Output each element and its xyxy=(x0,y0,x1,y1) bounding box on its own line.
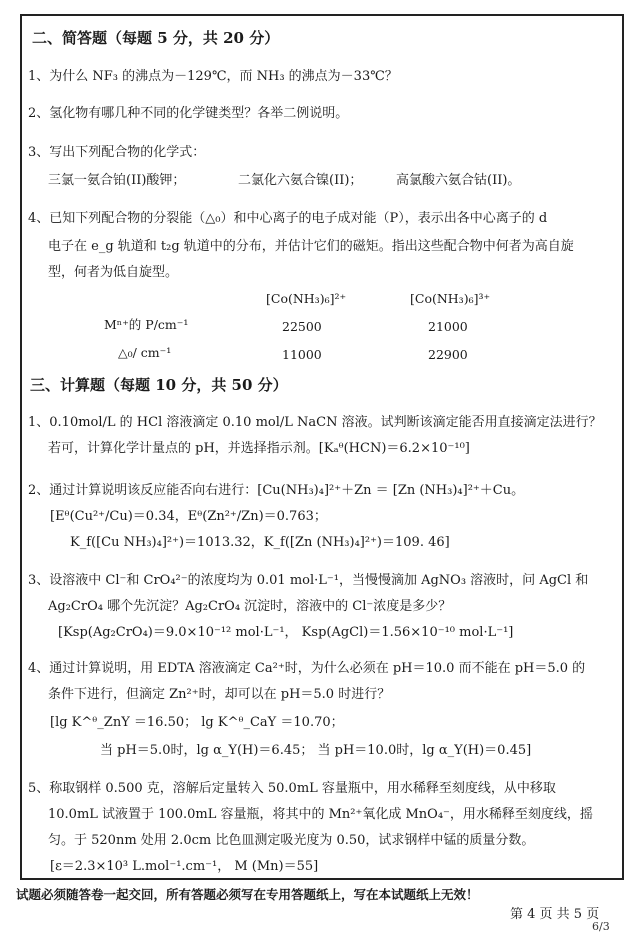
table-cell-delta-co2: 11000 xyxy=(282,347,322,362)
sec2-q3-item-b: 二氯化六氨合镍(II)； xyxy=(238,173,363,188)
table-cell-p-co2: 22500 xyxy=(282,319,322,334)
sec3-q4-line-3: [lg K^ᶿ_ZnY ＝16.50； lg K^ᶿ_CaY ＝10.70； xyxy=(50,715,344,730)
sec3-q4-line-1: 4、通过计算说明，用 EDTA 溶液滴定 Ca²⁺时，为什么必须在 pH＝10.0 而不能在 pH＝5.0 的 xyxy=(28,661,586,676)
sec3-q3-line-1: 3、设溶液中 Cl⁻和 CrO₄²⁻的浓度均为 0.01 mol·L⁻¹，当慢慢滴加 AgNO₃ 溶液时，问 AgCl 和 xyxy=(28,573,589,588)
sec3-q2-line-1: 2、通过计算说明该反应能否向右进行：[Cu(NH₃)₄]²⁺＋Zn ＝ [Zn (NH₃)₄]²⁺＋Cu。 xyxy=(28,483,525,498)
table-cell-p-co3: 21000 xyxy=(428,319,468,334)
handwritten-mark: 6/3 xyxy=(592,920,610,933)
sec3-q5-line-4: [ε＝2.3×10³ L.mol⁻¹.cm⁻¹， M (Mn)＝55] xyxy=(50,859,319,874)
sec3-q2-line-2: [Eᶿ(Cu²⁺/Cu)＝0.34，Eᶿ(Zn²⁺/Zn)＝0.763； xyxy=(50,509,327,524)
sec3-q2-line-3: K_f([Cu NH₃)₄]²⁺)＝1013.32，K_f([Zn (NH₃)₄]²⁺)＝109. 46] xyxy=(70,535,450,550)
sec3-q1-line-2: 若可，计算化学计量点的 pH，并选择指示剂。[Kₐᶿ(HCN)＝6.2×10⁻¹⁰] xyxy=(48,441,470,456)
sec2-q3-item-a: 三氯一氨合铂(II)酸钾； xyxy=(48,173,186,188)
table-col-header-co2: [Co(NH₃)₆]²⁺ xyxy=(266,291,347,306)
sec2-q4-line-2: 电子在 e_g 轨道和 t₂g 轨道中的分布，并估计它们的磁矩。指出这些配合物中何者为高自旋 xyxy=(48,239,574,254)
table-row-label-delta: △₀/ cm⁻¹ xyxy=(118,345,172,360)
sec2-question-1: 1、为什么 NF₃ 的沸点为－129℃，而 NH₃ 的沸点为－33℃？ xyxy=(28,69,398,84)
table-cell-delta-co3: 22900 xyxy=(428,347,468,362)
sec2-question-2: 2、氢化物有哪几种不同的化学键类型？各举二例说明。 xyxy=(28,106,349,121)
sec2-question-3: 3、写出下列配合物的化学式： xyxy=(28,145,206,160)
footer-notice: 试题必须随答卷一起交回，所有答题必须写在专用答题纸上，写在本试题纸上无效！ xyxy=(16,887,479,902)
sec3-q5-line-3: 匀。于 520nm 处用 2.0cm 比色皿测定吸光度为 0.50，试求钢样中锰的质量分数。 xyxy=(48,833,535,848)
sec3-q3-line-2: Ag₂CrO₄ 哪个先沉淀？Ag₂CrO₄ 沉淀时，溶液中的 Cl⁻浓度是多少？ xyxy=(48,599,452,614)
sec3-q5-line-2: 10.0mL 试液置于 100.0mL 容量瓶，将其中的 Mn²⁺氧化成 MnO₄⁻，用水稀释至刻度线，摇 xyxy=(48,807,593,822)
sec3-q3-line-3: [Ksp(Ag₂CrO₄)＝9.0×10⁻¹² mol·L⁻¹， Ksp(AgCl)＝1.56×10⁻¹⁰ mol·L⁻¹] xyxy=(58,625,514,640)
table-col-header-co3: [Co(NH₃)₆]³⁺ xyxy=(410,291,491,306)
table-row-label-p: Mⁿ⁺的 P/cm⁻¹ xyxy=(104,317,189,332)
sec3-q4-line-2: 条件下进行，但滴定 Zn²⁺时，却可以在 pH＝5.0 时进行？ xyxy=(48,687,391,702)
sec3-q1-line-1: 1、0.10mol/L 的 HCl 溶液滴定 0.10 mol/L NaCN 溶液。试判断该滴定能否用直接滴定法进行？ xyxy=(28,415,602,430)
sec2-q4-line-1: 4、已知下列配合物的分裂能（△₀）和中心离子的电子成对能（P），表示出各中心离子的 d xyxy=(28,211,548,226)
sec3-q5-line-1: 5、称取钢样 0.500 克，溶解后定量转入 50.0mL 容量瓶中，用水稀释至刻度线，从中移取 xyxy=(28,781,556,796)
section-2-title: 二、简答题（每题 5 分，共 20 分） xyxy=(32,29,280,47)
sec3-q4-line-4: 当 pH＝5.0时，lg α_Y(H)＝6.45； 当 pH＝10.0时，lg α_Y(H)＝0.45] xyxy=(100,743,532,758)
sec2-q3-item-c: 高氯酸六氨合钴(II)。 xyxy=(396,173,521,188)
page-number: 第 4 页 共 5 页 xyxy=(510,907,600,922)
sec2-q4-line-3: 型，何者为低自旋型。 xyxy=(48,265,179,280)
section-3-title: 三、计算题（每题 10 分，共 50 分） xyxy=(30,376,288,394)
